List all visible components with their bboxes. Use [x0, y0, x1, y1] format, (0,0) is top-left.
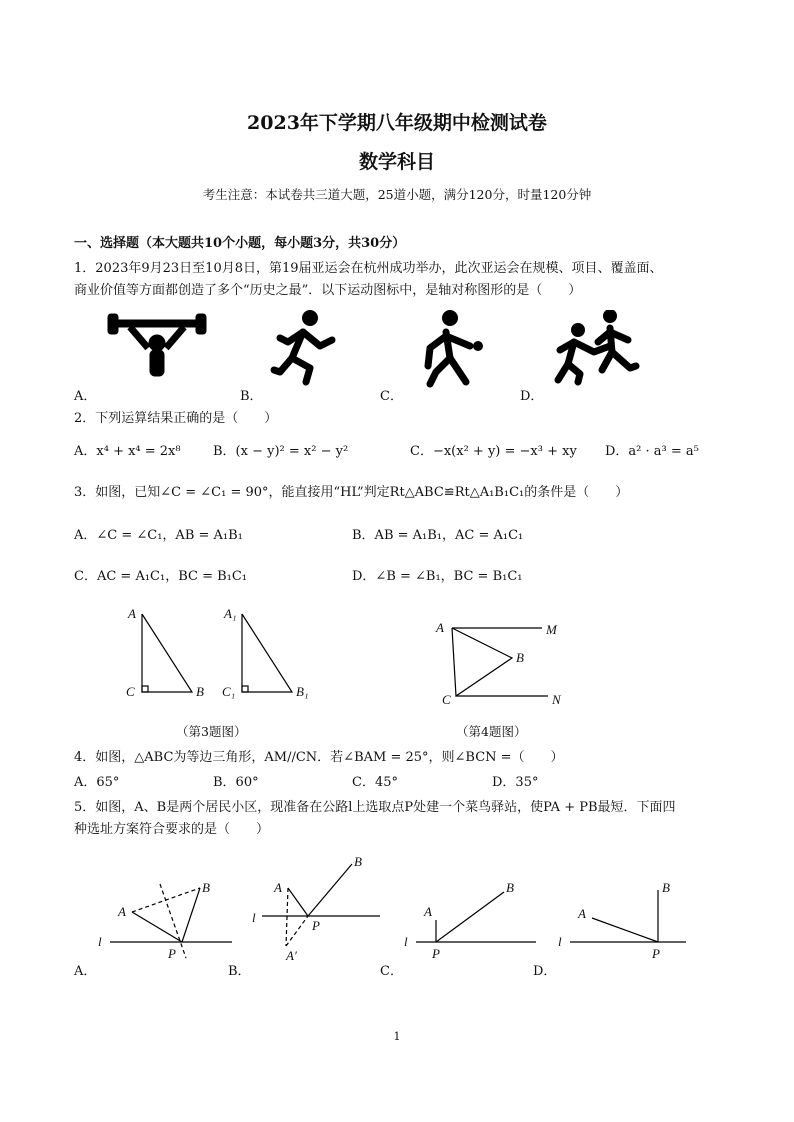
page-number: 1	[393, 1030, 401, 1043]
fig5a-label-p: P	[168, 946, 176, 961]
fig5b-label-a: A	[274, 880, 282, 895]
fig5c-label-p: P	[432, 946, 440, 961]
q1-option-b: B．	[240, 389, 263, 404]
fig3-caption: （第3题图）	[176, 724, 247, 739]
fig3-label-c1: C₁	[222, 684, 236, 699]
q5-line2: 种选址方案符合要求的是（ ）	[74, 822, 270, 837]
fig5a-label-b: B	[202, 880, 210, 895]
page-subtitle: 数学科目	[358, 151, 435, 173]
relay-runners-icon	[558, 310, 636, 382]
q3-option-b: B．AB = A₁B₁，AC = A₁C₁	[352, 528, 524, 543]
q1-option-a: A．	[74, 389, 97, 404]
fig5b-label-l: l	[252, 910, 256, 925]
q2-stem: 2．下列运算结果正确的是（ ）	[74, 411, 278, 426]
fig5d-label-l: l	[558, 934, 562, 949]
page-title: 2023年下学期八年级期中检测试卷	[247, 112, 547, 134]
q4-option-c: C．45°	[352, 775, 398, 790]
fig4-caption: （第4题图）	[456, 724, 527, 739]
boxer-icon	[428, 310, 483, 384]
fig5d-label-b: B	[662, 880, 670, 895]
q3-option-c: C．AC = A₁C₁，BC = B₁C₁	[74, 569, 248, 584]
fig4-parallel-lines	[430, 612, 580, 708]
fig5b-label-p: P	[312, 918, 320, 933]
fig4-label-n: N	[552, 692, 561, 707]
fig4-label-c: C	[442, 692, 451, 707]
q5-option-c: C．	[380, 964, 403, 979]
fig5c-label-b: B	[506, 880, 514, 895]
fig5d-label-p: P	[652, 946, 660, 961]
fig3-label-c: C	[126, 684, 135, 699]
q4-option-a: A．65°	[74, 775, 120, 790]
fig3-label-b1: B₁	[296, 684, 309, 699]
fig5-site-options	[90, 850, 700, 968]
q2-option-a: A．x⁴ + x⁴ = 2x⁸	[74, 444, 181, 459]
fig5d-label-a: A	[578, 906, 586, 921]
weightlifter-icon	[108, 314, 206, 376]
q5-option-b: B．	[228, 964, 251, 979]
fig5a-label-a: A	[118, 904, 126, 919]
q1-line2: 商业价值等方面都创造了多个“历史之最”．以下运动图标中，是轴对称图形的是（ ）	[74, 283, 582, 298]
fig4-label-m: M	[546, 622, 557, 637]
section-heading: 一、选择题（本大题共10个小题，每小题3分，共30分）	[74, 236, 406, 251]
fig5a-label-l: l	[98, 934, 102, 949]
fig4-label-b: B	[516, 650, 524, 665]
q1-option-d: D．	[520, 389, 544, 404]
q1-sport-icons	[100, 310, 660, 390]
q1-option-c: C．	[380, 389, 403, 404]
q4-option-d: D．35°	[492, 775, 539, 790]
exam-note: 考生注意：本试卷共三道大题，25道小题，满分120分，时量120分钟	[202, 187, 592, 202]
q5-option-a: A．	[74, 964, 97, 979]
q2-option-b: B．(x − y)² = x² − y²	[213, 444, 349, 459]
runner-icon	[274, 310, 332, 382]
fig3-label-a1: A₁	[224, 606, 237, 621]
fig3-triangles	[120, 600, 320, 710]
q4-stem: 4．如图，△ABC为等边三角形，AM//CN．若∠BAM = 25°，则∠BCN =（ ）	[74, 750, 564, 765]
q3-stem: 3．如图，已知∠C = ∠C₁ = 90°，能直接用“HL”判定Rt△ABC≌Rt△A₁B₁C₁的条件是（ ）	[74, 485, 629, 500]
q4-option-b: B．60°	[213, 775, 259, 790]
q1-line1: 1．2023年9月23日至10月8日，第19届亚运会在杭州成功举办，此次亚运会在规模、项目、覆盖面、	[74, 261, 663, 276]
fig5b-label-b: B	[354, 854, 362, 869]
fig3-label-b: B	[196, 684, 204, 699]
q2-option-c: C．−x(x² + y) = −x³ + xy	[410, 444, 577, 459]
q3-option-a: A．∠C = ∠C₁，AB = A₁B₁	[74, 528, 243, 543]
q3-option-d: D．∠B = ∠B₁，BC = B₁C₁	[352, 569, 523, 584]
fig3-label-a: A	[128, 606, 136, 621]
fig5b-label-a-prime: A′	[286, 948, 297, 963]
fig5c-label-l: l	[404, 934, 408, 949]
fig4-label-a: A	[436, 620, 444, 635]
q2-option-d: D．a² · a³ = a⁵	[605, 444, 699, 459]
q5-line1: 5．如图，A、B是两个居民小区，现准备在公路l上选取点P处建一个菜鸟驿站，使PA + PB最短．下面四	[74, 800, 676, 815]
q5-option-d: D．	[533, 964, 557, 979]
fig5c-label-a: A	[424, 904, 432, 919]
